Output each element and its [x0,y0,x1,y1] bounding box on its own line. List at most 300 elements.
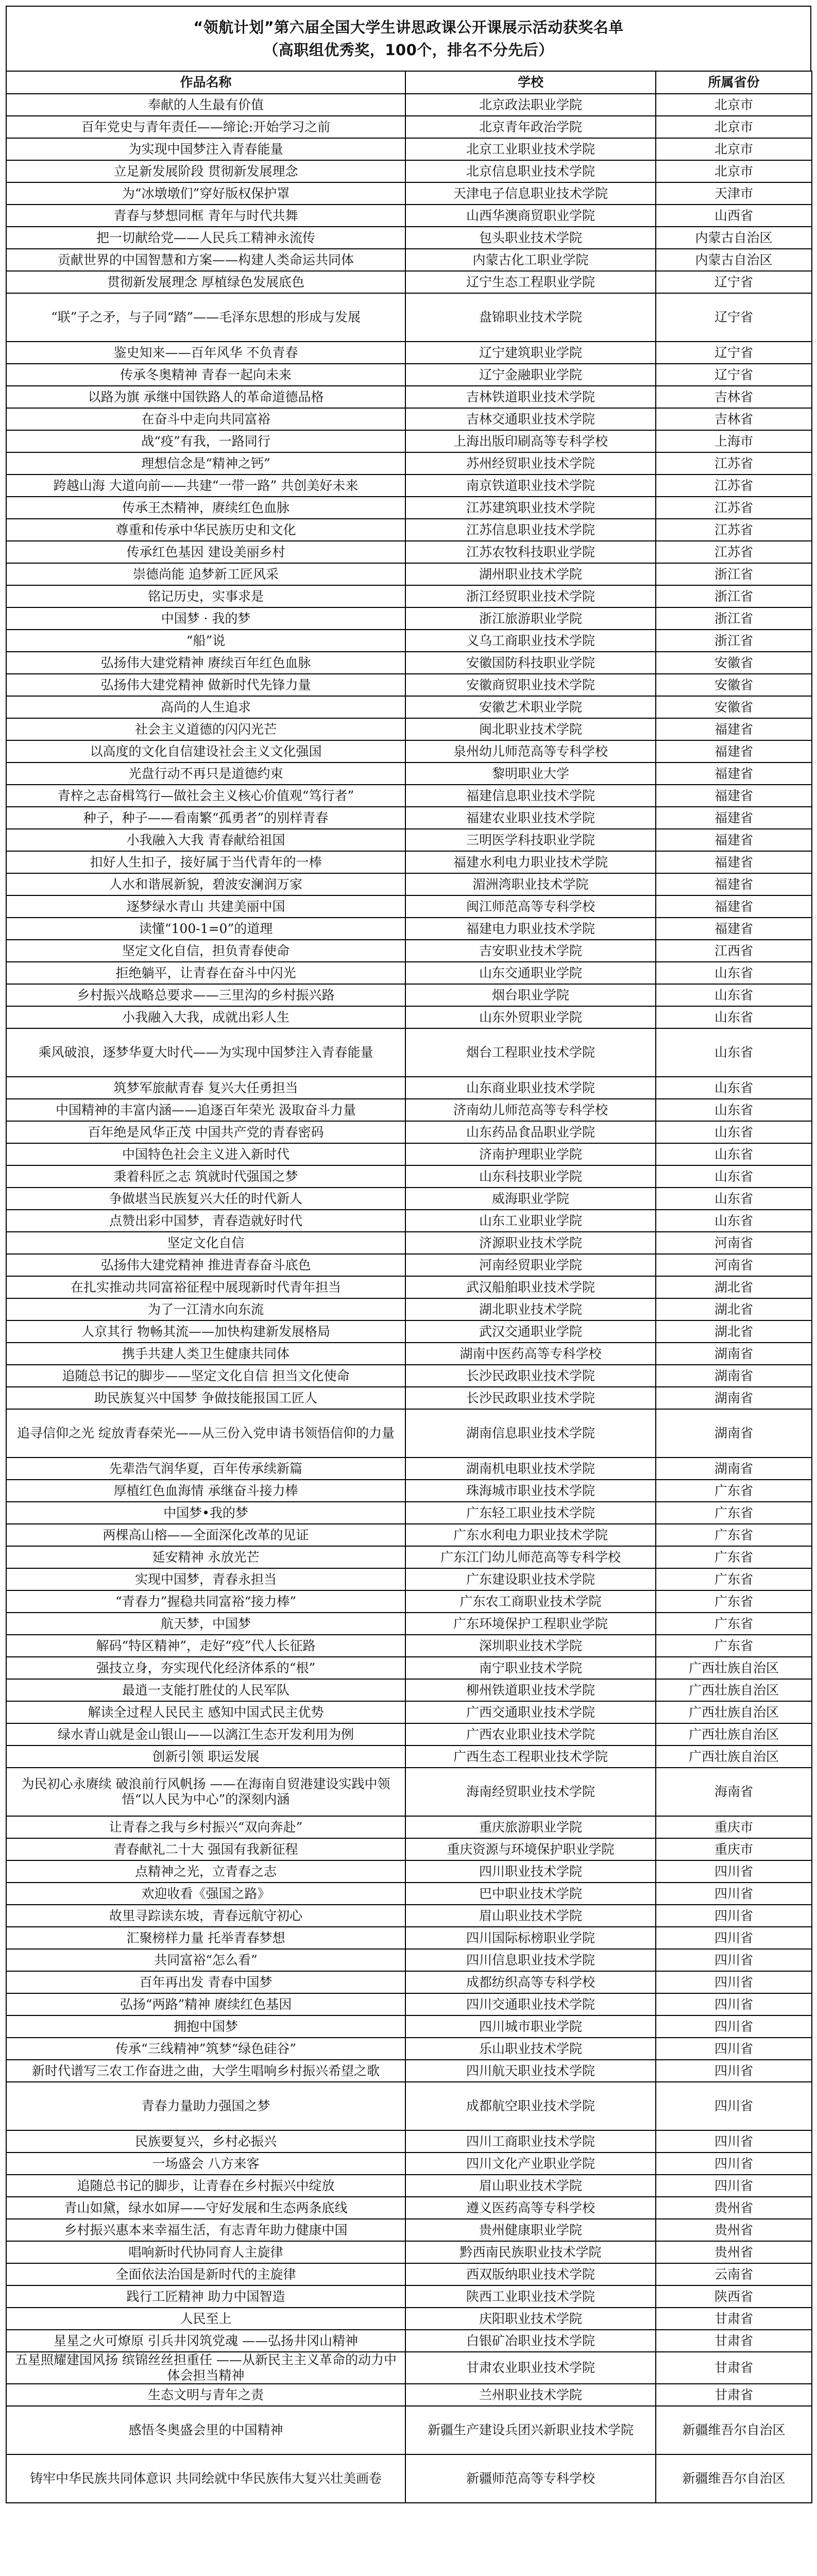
province-cell: 四川省 [656,2038,812,2060]
province-cell: 北京市 [656,94,812,116]
province-cell: 重庆市 [656,1816,812,1838]
work-title-cell: 青春与梦想同框 青年与时代共舞 [6,205,405,227]
work-title-cell: 小我融入大我 青春献给祖国 [6,829,405,851]
work-title-cell: 解码“特区精神”，走好“疫”代人长征路 [6,1635,405,1657]
school-cell: 柳州铁道职业技术学院 [405,1679,656,1701]
province-cell: 北京市 [656,138,812,160]
work-title-cell: 种子，种子——看南繁“孤勇者”的别样青春 [6,807,405,829]
school-cell: 海南经贸职业技术学院 [405,1768,656,1816]
work-title-cell: 全面依法治国是新时代的主旋律 [6,2263,405,2285]
province-cell: 福建省 [656,873,812,895]
work-title-cell: 以路为旗 承继中国铁路人的革命道德品格 [6,386,405,408]
table-row [6,2285,812,2308]
table-row [6,2175,812,2197]
work-title-cell: 贯彻新发展理念 厚植绿色发展底色 [6,271,405,293]
school-cell: 辽宁金融职业学院 [405,364,656,386]
province-cell: 山东省 [656,1028,812,1077]
table-row [6,718,812,740]
school-cell: 白银矿冶职业技术学院 [405,2330,656,2352]
table-row [6,984,812,1006]
province-cell: 四川省 [656,2153,812,2175]
province-cell: 贵州省 [656,2219,812,2241]
school-cell: 福建农业职业技术学院 [405,807,656,829]
province-cell: 甘肃省 [656,2308,812,2330]
table-row [6,696,812,718]
work-title-cell: 贡献世界的中国智慧和方案——构建人类命运共同体 [6,249,405,271]
work-title-cell: 实现中国梦，青春永担当 [6,1568,405,1590]
province-cell: 湖南省 [656,1343,812,1365]
table-row [6,895,812,918]
province-cell: 江西省 [656,940,812,962]
header-school: 学校 [405,71,656,94]
work-title-cell: 两棵高山榕——全面深化改革的见证 [6,1524,405,1546]
work-title-cell: 五星照耀建国风扬 缤锦丝丝担重任 ——从新民主主义革命的动力中体会担当精神 [6,2352,405,2384]
province-cell: 广东省 [656,1502,812,1524]
school-cell: 盘锦职业技术学院 [405,293,656,342]
work-title-cell: 青春力量助力强国之梦 [6,2082,405,2130]
work-title-cell: 生态文明与青年之责 [6,2384,405,2406]
province-cell: 山西省 [656,205,812,227]
province-cell: 江苏省 [656,474,812,497]
table-row [6,940,812,962]
work-title-cell: 读懂“100-1=0”的道理 [6,918,405,940]
table-row [6,386,812,408]
school-cell: 浙江经贸职业技术学院 [405,585,656,607]
work-title-cell: 坚定文化自信 [6,1232,405,1254]
school-cell: 南京铁道职业技术学院 [405,474,656,497]
school-cell: 山东商业职业技术学院 [405,1077,656,1099]
school-cell: 安徽商贸职业技术学院 [405,674,656,696]
school-cell: 内蒙古化工职业学院 [405,249,656,271]
work-title-cell: 弘扬伟大建党精神 推进青春奋斗底色 [6,1254,405,1276]
school-cell: 兰州职业技术学院 [405,2384,656,2406]
school-cell: 江苏信息职业技术学院 [405,519,656,541]
table-row [6,2130,812,2153]
table-row [6,1723,812,1745]
school-cell: 庆阳职业技术学院 [405,2308,656,2330]
school-cell: 浙江旅游职业学院 [405,607,656,630]
work-title-cell: 在扎实推动共同富裕征程中展现新时代青年担当 [6,1276,405,1298]
table-row [6,541,812,563]
province-cell: 广西壮族自治区 [656,1701,812,1723]
province-cell: 福建省 [656,918,812,940]
province-cell: 广西壮族自治区 [656,1657,812,1679]
school-cell: 武汉交通职业学院 [405,1320,656,1343]
table-row [6,2308,812,2330]
school-cell: 巴中职业技术学院 [405,1883,656,1905]
school-cell: 闽北职业技术学院 [405,718,656,740]
table-row [6,1993,812,2015]
table-row [6,2038,812,2060]
province-cell: 广东省 [656,1568,812,1590]
table-row [6,249,812,271]
work-title-cell: 弘扬伟大建党精神 做新时代先锋力量 [6,674,405,696]
work-title-cell: 把一切献给党——人民兵工精神永流传 [6,227,405,249]
table-row [6,674,812,696]
province-cell: 安徽省 [656,696,812,718]
school-cell: 湖北职业技术学院 [405,1298,656,1320]
school-cell: 烟台职业学院 [405,984,656,1006]
work-title-cell: 在奋斗中走向共同富裕 [6,408,405,430]
province-cell: 山东省 [656,1165,812,1188]
school-cell: 山西华澳商贸职业学院 [405,205,656,227]
table-body [6,94,812,2503]
work-title-cell: 百年绝是风华正茂 中国共产党的青春密码 [6,1121,405,1143]
table-row [6,2406,812,2454]
work-title-cell: 扣好人生扣子，接好属于当代青年的一棒 [6,851,405,873]
work-title-cell: 铭记历史，实事求是 [6,585,405,607]
province-cell: 广西壮族自治区 [656,1723,812,1745]
school-cell: 包头职业技术学院 [405,227,656,249]
work-title-cell: 青山如黛，绿水如屏——守好发展和生态两条底线 [6,2197,405,2219]
province-cell: 广东省 [656,1546,812,1568]
work-title-cell: 人民至上 [6,2308,405,2330]
school-cell: 眉山职业技术学院 [405,1905,656,1927]
table-row [6,408,812,430]
school-cell: 西双版纳职业技术学院 [405,2263,656,2285]
table-row [6,2219,812,2241]
table-row [6,563,812,585]
school-cell: 山东外贸职业学院 [405,1006,656,1028]
province-cell: 山东省 [656,984,812,1006]
school-cell: 天津电子信息职业技术学院 [405,182,656,205]
table-row [6,2330,812,2352]
document-header [6,6,811,71]
school-cell: 长沙民政职业技术学院 [405,1365,656,1387]
school-cell: 吉林交通职业技术学院 [405,408,656,430]
work-title-cell: 小我融入大我，成就出彩人生 [6,1006,405,1028]
school-cell: 成都航空职业技术学院 [405,2082,656,2130]
school-cell: 山东科技职业学院 [405,1165,656,1188]
school-cell: 珠海城市职业技术学院 [405,1480,656,1502]
table-row [6,2015,812,2038]
province-cell: 湖北省 [656,1298,812,1320]
table-row [6,1210,812,1232]
table-row [6,160,812,182]
province-cell: 福建省 [656,718,812,740]
work-title-cell: 秉着科匠之志 筑就时代强国之梦 [6,1165,405,1188]
work-title-cell: 拒绝躺平，让青春在奋斗中闪光 [6,962,405,984]
table-row [6,1613,812,1635]
school-cell: 武汉船舶职业技术学院 [405,1276,656,1298]
school-cell: 安徽国防科技职业学院 [405,652,656,674]
table-row [6,1816,812,1838]
work-title-cell: 为了一江清水向东流 [6,1298,405,1320]
work-title-cell: 追随总书记的脚步，让青春在乡村振兴中绽放 [6,2175,405,2197]
header-province: 所属省份 [656,71,812,94]
work-title-cell: 鉴史知来——百年风华 不负青春 [6,342,405,364]
school-cell: 新疆师范高等专科学校 [405,2454,656,2503]
table-row [6,2384,812,2406]
work-title-cell: 尊重和传承中华民族历史和文化 [6,519,405,541]
table-row [6,829,812,851]
school-cell: 义乌工商职业技术学院 [405,630,656,652]
work-title-cell: 弘扬“两路”精神 赓续红色基因 [6,1993,405,2015]
school-cell: 四川国际标榜职业学院 [405,1927,656,1949]
work-title-cell: 中国特色社会主义进入新时代 [6,1143,405,1165]
province-cell: 湖南省 [656,1387,812,1409]
work-title-cell: 为实现中国梦注入青春能量 [6,138,405,160]
province-cell: 重庆市 [656,1838,812,1860]
school-cell: 四川工商职业技术学院 [405,2130,656,2153]
table-row [6,1590,812,1613]
table-row [6,1745,812,1768]
work-title-cell: 坚定文化自信，担负青春使命 [6,940,405,962]
table-row [6,1188,812,1210]
table-row [6,585,812,607]
work-title-cell: 中国精神的丰富内涵——追逐百年荣光 汲取奋斗力量 [6,1099,405,1121]
work-title-cell: 先辈浩气润华夏，百年传承续新篇 [6,1458,405,1480]
work-title-cell: 厚植红色血海情 承继奋斗接力棒 [6,1480,405,1502]
work-title-cell: 创新引领 职运发展 [6,1745,405,1768]
table-row [6,1077,812,1099]
work-title-cell: 追随总书记的脚步——坚定文化自信 担当文化使命 [6,1365,405,1387]
province-cell: 山东省 [656,1210,812,1232]
work-title-cell: 传承红色基因 建设美丽乡村 [6,541,405,563]
work-title-cell: 人水和谐展新貌，碧波安澜润万家 [6,873,405,895]
province-cell: 甘肃省 [656,2384,812,2406]
province-cell: 福建省 [656,762,812,785]
province-cell: 山东省 [656,1077,812,1099]
work-title-cell: 最逍一支能打胜仗的人民军队 [6,1679,405,1701]
school-cell: 湄洲湾职业技术学院 [405,873,656,895]
school-cell: 北京青年政治学院 [405,116,656,138]
school-cell: 三明医学科技职业学院 [405,829,656,851]
province-cell: 天津市 [656,182,812,205]
school-cell: 山东工业职业学院 [405,1210,656,1232]
table-row [6,1568,812,1590]
province-cell: 四川省 [656,2082,812,2130]
work-title-cell: 共同富裕“怎么看” [6,1949,405,1971]
school-cell: 河南经贸职业学院 [405,1254,656,1276]
table-row [6,364,812,386]
table-row [6,1099,812,1121]
school-cell: 安徽艺术职业学院 [405,696,656,718]
work-title-cell: 铸牢中华民族共同体意识 共同绘就中华民族伟大复兴壮美画卷 [6,2454,405,2503]
table-row [6,1387,812,1409]
province-cell: 新疆维吾尔自治区 [656,2406,812,2454]
work-title-cell: 强技立身，夯实现代化经济体系的“根” [6,1657,405,1679]
school-cell: 四川文化产业职业学院 [405,2153,656,2175]
table-row [6,607,812,630]
province-cell: 北京市 [656,116,812,138]
school-cell: 新疆生产建设兵团兴新职业技术学院 [405,2406,656,2454]
work-title-cell: 让青春之我与乡村振兴“双向奔赴” [6,1816,405,1838]
table-row [6,1883,812,1905]
province-cell: 山东省 [656,1188,812,1210]
province-cell: 甘肃省 [656,2352,812,2384]
work-title-cell: 青春献礼二十大 强国有我新征程 [6,1838,405,1860]
province-cell: 江苏省 [656,497,812,519]
table-row [6,474,812,497]
table-row [6,2352,812,2384]
table-row [6,1971,812,1993]
school-cell: 福建水利电力职业技术学院 [405,851,656,873]
province-cell: 河南省 [656,1232,812,1254]
work-title-cell: 战“疫”有我，一路同行 [6,430,405,452]
province-cell: 山东省 [656,962,812,984]
table-header-row [6,71,812,94]
province-cell: 四川省 [656,2130,812,2153]
table-row [6,1458,812,1480]
table-row [6,962,812,984]
table-row [6,762,812,785]
work-title-cell: 百年党史与青年责任——缔论:开始学习之前 [6,116,405,138]
province-cell: 山东省 [656,1006,812,1028]
table-row [6,1927,812,1949]
table-row [6,1524,812,1546]
school-cell: 湖南中医药高等专科学校 [405,1343,656,1365]
work-title-cell: 人京其行 物畅其流——加快构建新发展格局 [6,1320,405,1343]
table-row [6,807,812,829]
province-cell: 辽宁省 [656,271,812,293]
table-row [6,2153,812,2175]
province-cell: 广西壮族自治区 [656,1745,812,1768]
work-title-cell: 汇聚榜样力量 托举青春梦想 [6,1927,405,1949]
table-row [6,1121,812,1143]
province-cell: 贵州省 [656,2241,812,2263]
school-cell: 遵义医药高等专科学校 [405,2197,656,2219]
school-cell: 福建电力职业技术学院 [405,918,656,940]
table-row [6,2241,812,2263]
province-cell: 内蒙古自治区 [656,227,812,249]
province-cell: 四川省 [656,1949,812,1971]
school-cell: 北京信息职业技术学院 [405,160,656,182]
work-title-cell: 民族要复兴，乡村必振兴 [6,2130,405,2153]
work-title-cell: 传承王杰精神，赓续红色血脉 [6,497,405,519]
table-row [6,1701,812,1723]
work-title-cell: 点精神之光，立青春之志 [6,1860,405,1883]
school-cell: 吉安职业技术学院 [405,940,656,962]
province-cell: 浙江省 [656,630,812,652]
school-cell: 济源职业技术学院 [405,1232,656,1254]
school-cell: 苏州经贸职业技术学院 [405,452,656,474]
province-cell: 江苏省 [656,541,812,563]
school-cell: 长沙民政职业技术学院 [405,1387,656,1409]
table-row [6,293,812,342]
work-title-cell: 拥抱中国梦 [6,2015,405,2038]
work-title-cell: 乡村振兴战略总要求——三里沟的乡村振兴路 [6,984,405,1006]
work-title-cell: 筑梦军旅献青春 复兴大任勇担当 [6,1077,405,1099]
school-cell: 湖南信息职业技术学院 [405,1409,656,1458]
school-cell: 湖州职业技术学院 [405,563,656,585]
work-title-cell: “船”说 [6,630,405,652]
work-title-cell: 乘风破浪，逐梦华夏大时代——为实现中国梦注入青春能量 [6,1028,405,1077]
work-title-cell: 欢迎收看《强国之路》 [6,1883,405,1905]
work-title-cell: 中国梦•我的梦 [6,1502,405,1524]
table-row [6,630,812,652]
province-cell: 广东省 [656,1613,812,1635]
school-cell: 广东建设职业技术学院 [405,1568,656,1590]
school-cell: 南宁职业技术学院 [405,1657,656,1679]
table-row [6,1679,812,1701]
table-row [6,138,812,160]
work-title-cell: 延安精神 永放光芒 [6,1546,405,1568]
work-title-cell: 助民族复兴中国梦 争做技能报国工匠人 [6,1387,405,1409]
table-row [6,2263,812,2285]
school-cell: 贵州健康职业学院 [405,2219,656,2241]
school-cell: 威海职业学院 [405,1188,656,1210]
school-cell: 广东江门幼儿师范高等专科学校 [405,1546,656,1568]
province-cell: 四川省 [656,1905,812,1927]
school-cell: 广东轻工职业技术学院 [405,1502,656,1524]
work-title-cell: 感悟冬奥盛会里的中国精神 [6,2406,405,2454]
school-cell: 烟台工程职业技术学院 [405,1028,656,1077]
school-cell: 四川航天职业技术学院 [405,2060,656,2082]
table-row [6,1409,812,1458]
school-cell: 四川信息职业技术学院 [405,1949,656,1971]
province-cell: 广西壮族自治区 [656,1679,812,1701]
province-cell: 上海市 [656,430,812,452]
work-title-cell: 奉献的人生最有价值 [6,94,405,116]
award-document [6,6,811,2503]
school-cell: 眉山职业技术学院 [405,2175,656,2197]
school-cell: 北京工业职业技术学院 [405,138,656,160]
province-cell: 福建省 [656,851,812,873]
table-row [6,1320,812,1343]
province-cell: 云南省 [656,2263,812,2285]
province-cell: 四川省 [656,1883,812,1905]
province-cell: 浙江省 [656,563,812,585]
table-row [6,227,812,249]
work-title-cell: 以高度的文化自信建设社会主义文化强国 [6,740,405,762]
table-row [6,519,812,541]
school-cell: 重庆旅游职业学院 [405,1816,656,1838]
work-title-cell: 践行工匠精神 助力中国智造 [6,2285,405,2308]
table-row [6,182,812,205]
school-cell: 闽江师范高等专科学校 [405,895,656,918]
work-title-cell: 新时代谱写三农工作奋进之曲，大学生唱响乡村振兴希望之歌 [6,2060,405,2082]
work-title-cell: 解读全过程人民民主 感知中国式民主优势 [6,1701,405,1723]
table-row [6,1838,812,1860]
school-cell: 成都纺织高等专科学校 [405,1971,656,1993]
table-row [6,785,812,807]
school-cell: 广西生态工程职业技术学院 [405,1745,656,1768]
work-title-cell: 高尚的人生追求 [6,696,405,718]
province-cell: 河南省 [656,1254,812,1276]
work-title-cell: 传承“三线精神”筑梦“绿色硅谷” [6,2038,405,2060]
table-row [6,1165,812,1188]
work-title-cell: 跨越山海 大道向前——共建“一带一路” 共创美好未来 [6,474,405,497]
province-cell: 福建省 [656,895,812,918]
work-title-cell: 绿水青山就是金山银山——以漓江生态开发利用为例 [6,1723,405,1745]
work-title-cell: 立足新发展阶段 贯彻新发展理念 [6,160,405,182]
work-title-cell: 中国梦 · 我的梦 [6,607,405,630]
work-title-cell: 光盘行动不再只是道德约束 [6,762,405,785]
province-cell: 四川省 [656,1860,812,1883]
work-title-cell: 为“冰墩墩们”穿好版权保护罩 [6,182,405,205]
province-cell: 广东省 [656,1590,812,1613]
province-cell: 广东省 [656,1524,812,1546]
table-row [6,918,812,940]
work-title-cell: 故里寻踪读东坡，青春远航守初心 [6,1905,405,1927]
school-cell: 广东农工商职业技术学院 [405,1590,656,1613]
work-title-cell: 航天梦，中国梦 [6,1613,405,1635]
table-row [6,1768,812,1816]
school-cell: 湖南机电职业技术学院 [405,1458,656,1480]
province-cell: 江苏省 [656,519,812,541]
school-cell: 四川交通职业技术学院 [405,1993,656,2015]
province-cell: 浙江省 [656,607,812,630]
province-cell: 福建省 [656,740,812,762]
table-row [6,116,812,138]
province-cell: 福建省 [656,807,812,829]
province-cell: 四川省 [656,1971,812,1993]
province-cell: 四川省 [656,2015,812,2038]
school-cell: 四川职业技术学院 [405,1860,656,1883]
province-cell: 陕西省 [656,2285,812,2308]
work-title-cell: “青春力”握稳共同富裕“接力棒” [6,1590,405,1613]
